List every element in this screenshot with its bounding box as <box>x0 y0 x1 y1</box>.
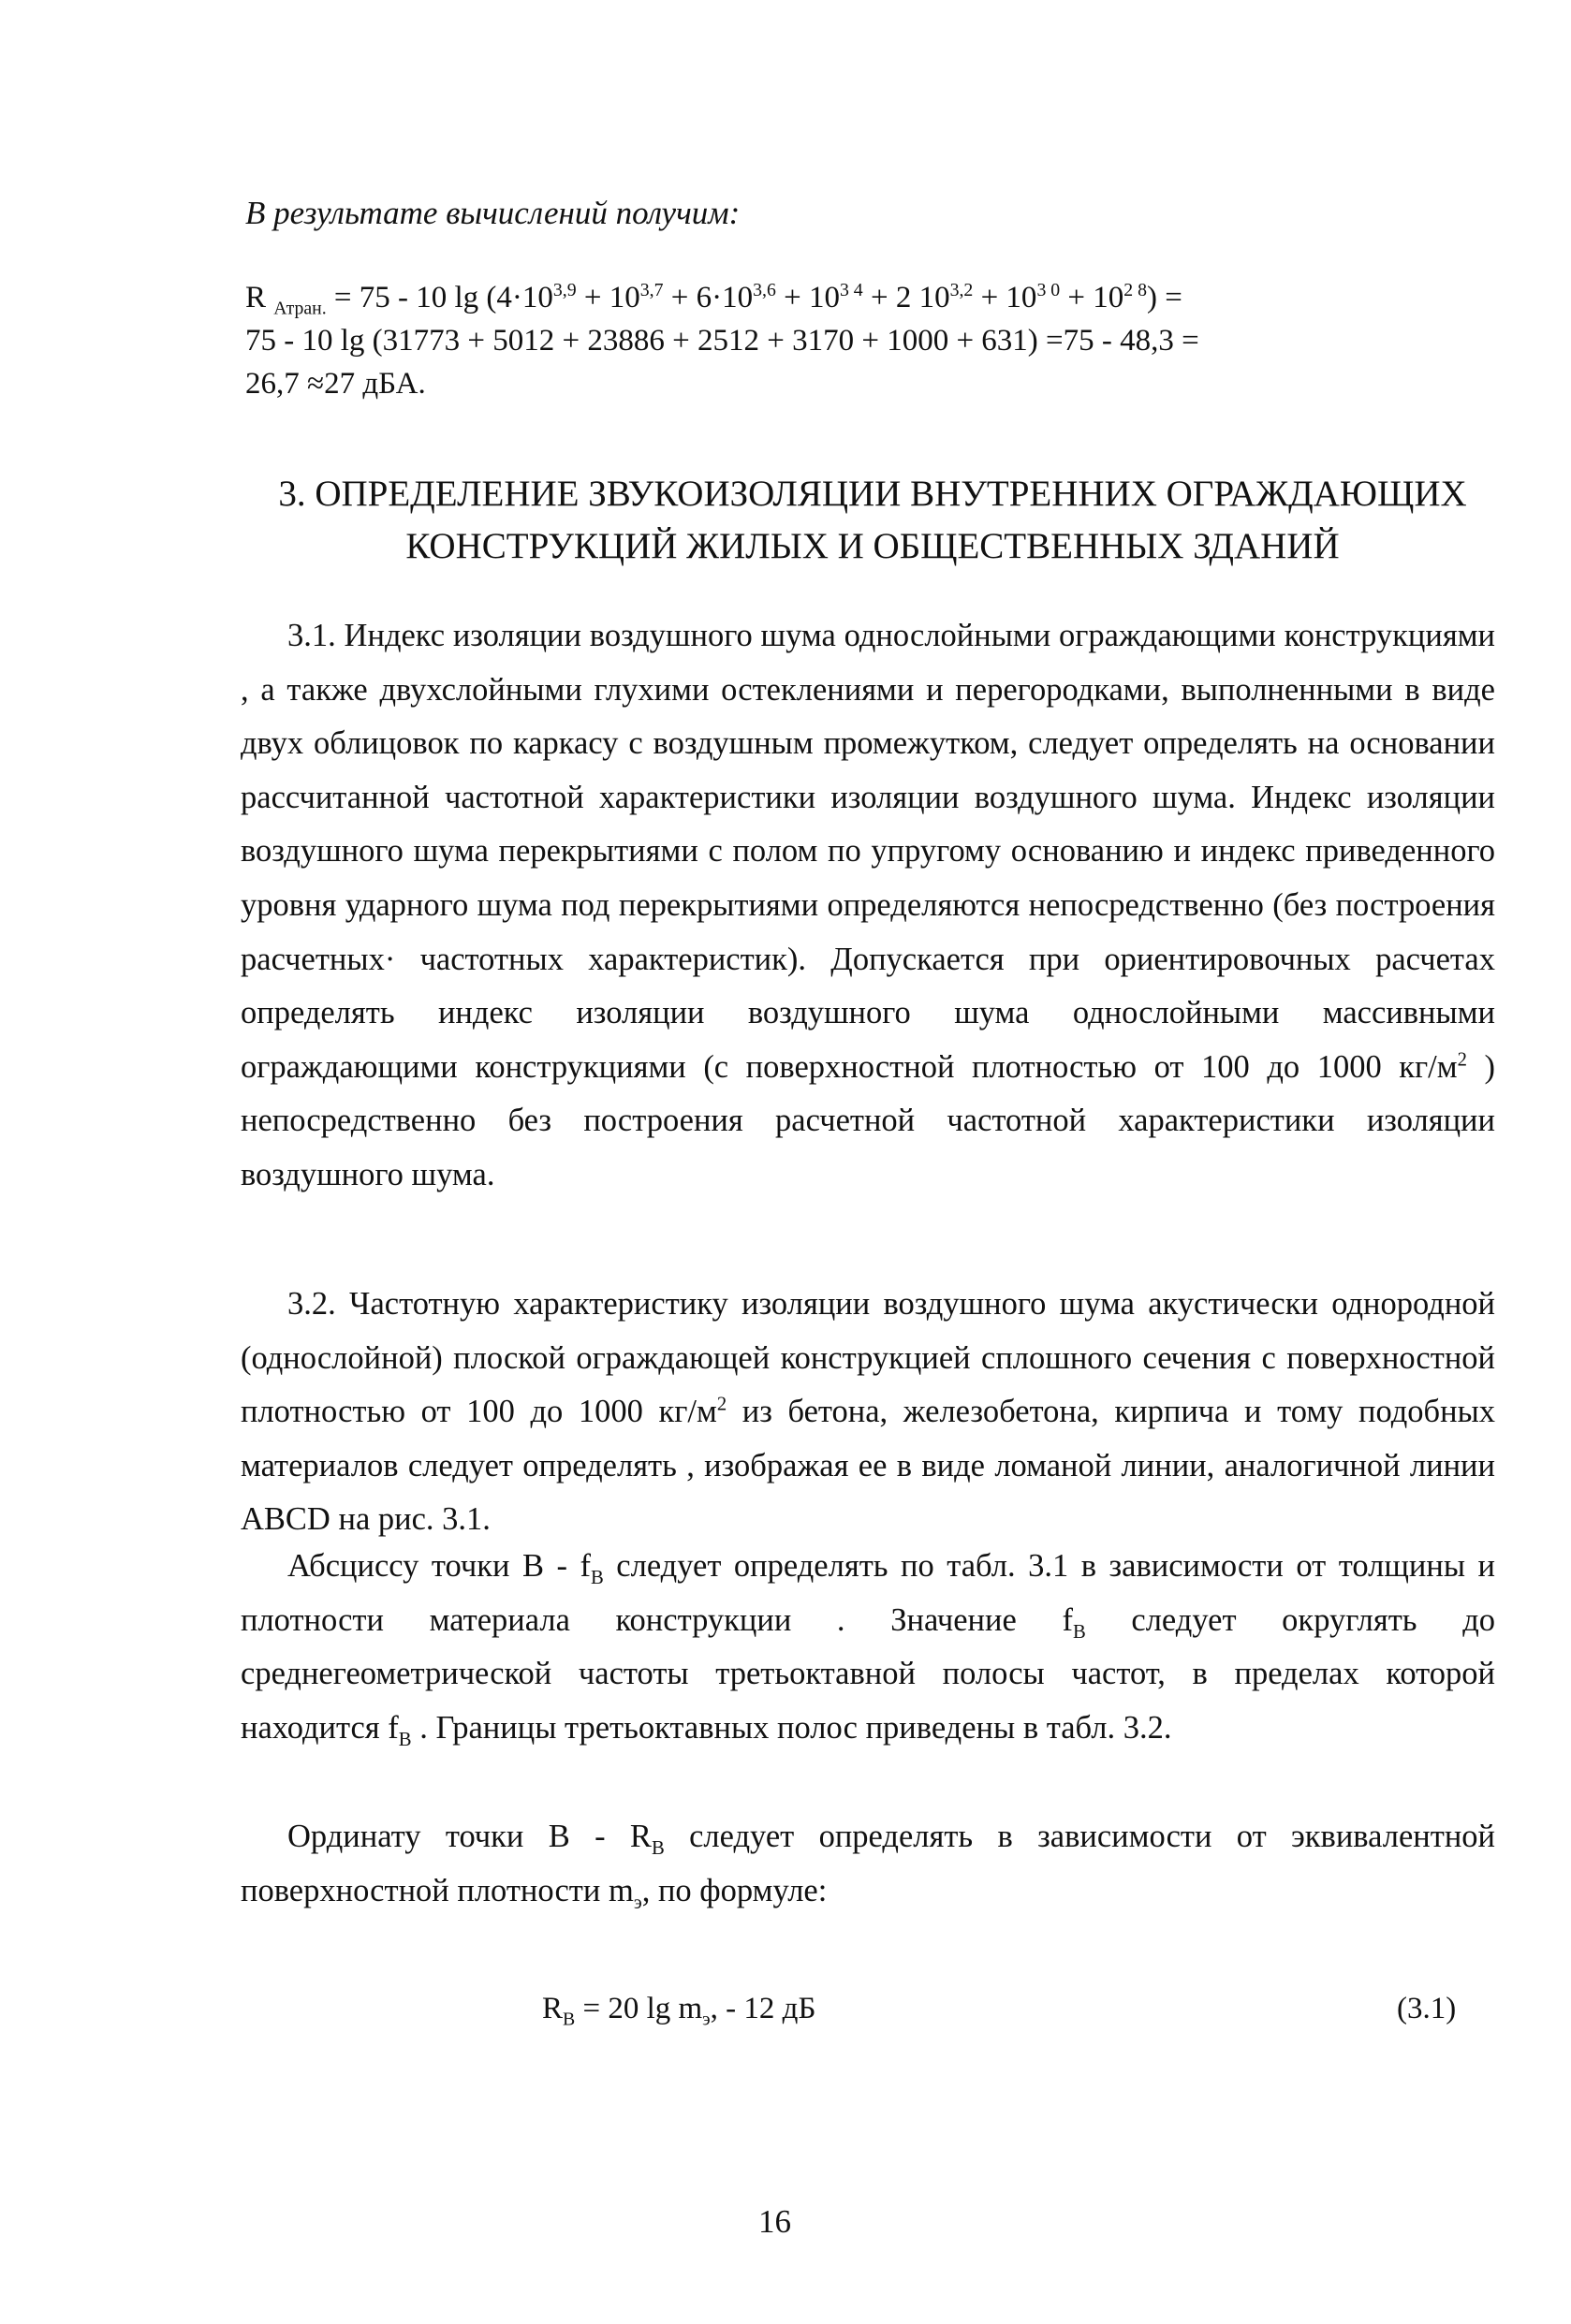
subscript: B <box>1072 1621 1086 1643</box>
calc-text: + 10 <box>775 281 840 314</box>
formula-number: (3.1) <box>1397 1992 1457 2025</box>
paragraph-text: 3.2. Частотную характеристику изоляции воздушного шума акустически однородной (однослойной) плоской ограждающей конструкцией сплошного сечения с поверхностной плотностью от 100 до 1000 кг/м <box>241 1286 1495 1430</box>
paragraph-text: Ординату точки B - R <box>287 1819 652 1854</box>
paragraph-ordinate <box>241 1810 1495 1918</box>
calculation-line-2: 75 - 10 lg (31773 + 5012 + 23886 + 2512 + 3170 + 1000 + 631) =75 - 48,3 = <box>245 324 1199 358</box>
subscript: B <box>590 1567 604 1588</box>
calc-subscript: Атран. <box>273 298 327 319</box>
subscript: э <box>633 1892 642 1913</box>
paragraph-text: , по формуле: <box>641 1872 828 1908</box>
calc-exponent: 3,7 <box>639 280 664 300</box>
calc-text: ) = <box>1147 281 1182 314</box>
paragraph-text: . Границы третьоктавных полос приведены в табл. 3.2. <box>411 1709 1172 1746</box>
calc-text: R <box>245 281 274 314</box>
paragraph-3-1 <box>241 609 1495 1203</box>
section-heading <box>245 468 1500 573</box>
paragraph-text: Абсциссу точки B - f <box>287 1548 591 1584</box>
calc-exponent: 3,2 <box>949 280 974 300</box>
calc-text: + 6·10 <box>663 281 754 314</box>
calc-exponent: 2 8 <box>1123 280 1148 300</box>
subscript: B <box>398 1729 412 1750</box>
calc-text: + 10 <box>1060 281 1124 314</box>
formula-3-1 <box>542 1992 816 2030</box>
formula-text: , - 12 дБ <box>710 1992 816 2025</box>
section-heading-line-1: 3. ОПРЕДЕЛЕНИЕ ЗВУКОИЗОЛЯЦИИ ВНУТРЕННИХ ОГРАЖДАЮЩИХ <box>278 474 1467 514</box>
page-number: 16 <box>758 2203 791 2240</box>
section-heading-line-2: КОНСТРУКЦИЙ ЖИЛЫХ И ОБЩЕСТВЕННЫХ ЗДАНИЙ <box>405 526 1340 566</box>
paragraph-text: ) непосредственно без построения расчетной частотной характеристики изоляции воздушного шума. <box>241 1048 1495 1192</box>
superscript: 2 <box>716 1394 727 1415</box>
calculation-line-3: 26,7 ≈27 дБА. <box>245 367 426 401</box>
formula-text: = 20 lg m <box>575 1992 703 2025</box>
calc-text: + 2 10 <box>862 281 950 314</box>
calc-text: = 75 - 10 lg (4·10 <box>326 281 553 314</box>
paragraph-text: следует определять по табл. 3.1 в зависимости от толщины и плотности материала конструкции . Значение f <box>241 1548 1495 1638</box>
formula-subscript: э <box>702 2009 711 2030</box>
calc-exponent: 3,6 <box>753 280 776 300</box>
paragraph-text: из бетона, железобетона, кирпича и тому подобных материалов следует определять , изображая ее в виде ломаной линии, аналогичной линии ABCD на рис. 3.1. <box>241 1394 1495 1538</box>
calc-text: + 10 <box>576 281 640 314</box>
formula-subscript: B <box>563 2009 576 2030</box>
calculation-line-1 <box>245 280 1182 319</box>
paragraph-text: следует определять в зависимости от эквивалентной поверхностной плотности m <box>241 1819 1496 1908</box>
paragraph-text: следует округлять до среднегеометрической частоты третьоктавной полосы частот, в пределах которой находится f <box>241 1601 1495 1746</box>
formula-text: R <box>542 1992 564 2025</box>
paragraph-3-2 <box>241 1278 1495 1547</box>
calc-exponent: 3,9 <box>552 280 577 300</box>
calc-exponent: 3 4 <box>839 280 863 300</box>
intro-text: В результате вычислений получим: <box>245 195 741 231</box>
superscript: 2 <box>1457 1049 1467 1071</box>
paragraph-text: 3.1. Индекс изоляции воздушного шума однослойными ограждающими конструкциями , а также двухслойными глухими остеклениями и перегородками, выполненными в виде двух облицовок по каркасу с воздушным промежутком, следует определять на основании рассчитанной частотной характеристики изоляции воздушного шума. Индекс изоляции воздушного шума перекрытиями с полом по упругому основанию и индекс приведенного уровня ударного шума под перекрытиями определяются непосредственно (без построения расчетных· частотных характеристик). Допускается при ориентировочных расчетах определять индекс изоляции воздушного шума однослойными массивными ограждающими конструкциями (с поверхностной плотностью от 100 до 1000 кг/м <box>241 618 1495 1085</box>
calc-text: + 10 <box>973 281 1037 314</box>
calc-exponent: 3 0 <box>1036 280 1061 300</box>
subscript: B <box>651 1837 665 1859</box>
paragraph-abscissa <box>241 1540 1495 1755</box>
